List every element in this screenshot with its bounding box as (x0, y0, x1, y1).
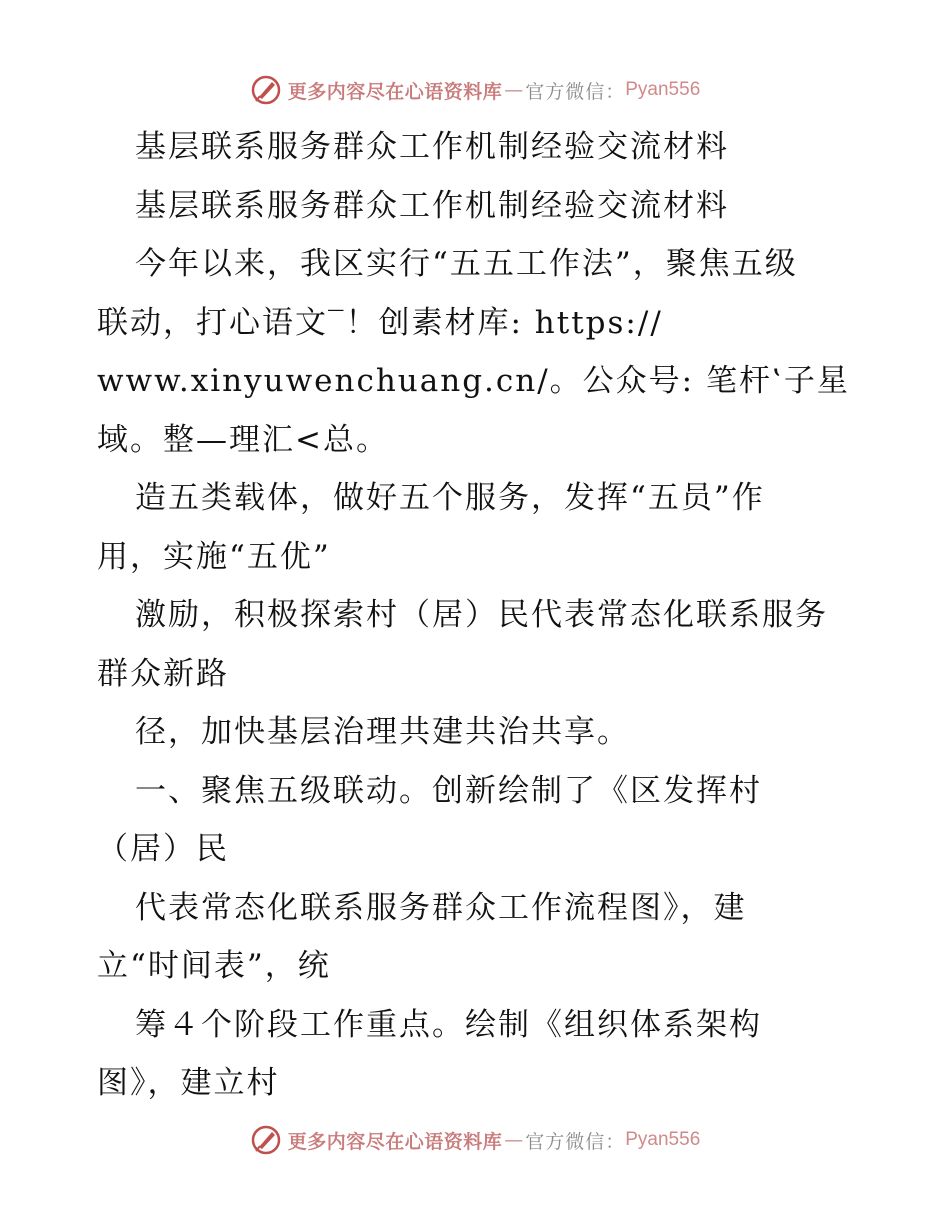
paragraph-line: 筹４个阶段工作重点。绘制《组织体系架构 (135, 1006, 762, 1043)
quill-pen-circle-icon (250, 74, 282, 106)
footer-banner (0, 1120, 950, 1160)
doc-title: 基层联系服务群众工作机制经验交流材料 (135, 129, 729, 165)
paragraph-line: 造五类载体，做好五个服务，发挥“五员”作 (135, 480, 765, 516)
banner-contact-id: Pyan556 (625, 1129, 701, 1150)
paragraph-line: 代表常态化联系服务群众工作流程图》，建 (135, 889, 747, 926)
paragraph-line: 径，加快基层治理共建共治共享。 (135, 714, 630, 750)
document-body (97, 118, 877, 1113)
paragraph-line: 立“时间表”，统 (97, 948, 331, 984)
paragraph-line: （居）民 (97, 831, 229, 867)
header-banner (0, 70, 950, 110)
banner-site-name: 更多内容尽在心语资料库 (287, 80, 503, 103)
paragraph-line: 用，实施“五优” (97, 538, 331, 575)
banner-site-name: 更多内容尽在心语资料库 (287, 1130, 503, 1153)
quill-pen-circle-icon (250, 1124, 282, 1156)
paragraph-line: 域。整—理汇<总。 (97, 421, 389, 458)
banner-contact-label: 官方微信： (525, 80, 626, 103)
banner-contact-label: 官方微信： (525, 1130, 626, 1153)
paragraph-line: 群众新路 (97, 655, 229, 692)
paragraph-line: 今年以来，我区实行“五五工作法”，聚焦五级 (135, 246, 798, 282)
banner-separator: — (504, 1129, 524, 1151)
paragraph-line: 联动，打心语文‾！创素材库: https:// (97, 304, 663, 341)
paragraph-line: www.xinyuwenchuang.cn/。公众号: 笔杆‛子星 (97, 363, 850, 399)
paragraph-line: 图》，建立村 (97, 1065, 280, 1101)
banner-contact-id: Pyan556 (625, 79, 701, 100)
section-heading-line: 一、聚焦五级联动。创新绘制了《区发挥村 (135, 772, 762, 809)
doc-title-repeat: 基层联系服务群众工作机制经验交流材料 (135, 187, 729, 224)
banner-separator: — (504, 79, 524, 101)
paragraph-line: 激励，积极探索村（居）民代表常态化联系服务 (135, 597, 828, 633)
